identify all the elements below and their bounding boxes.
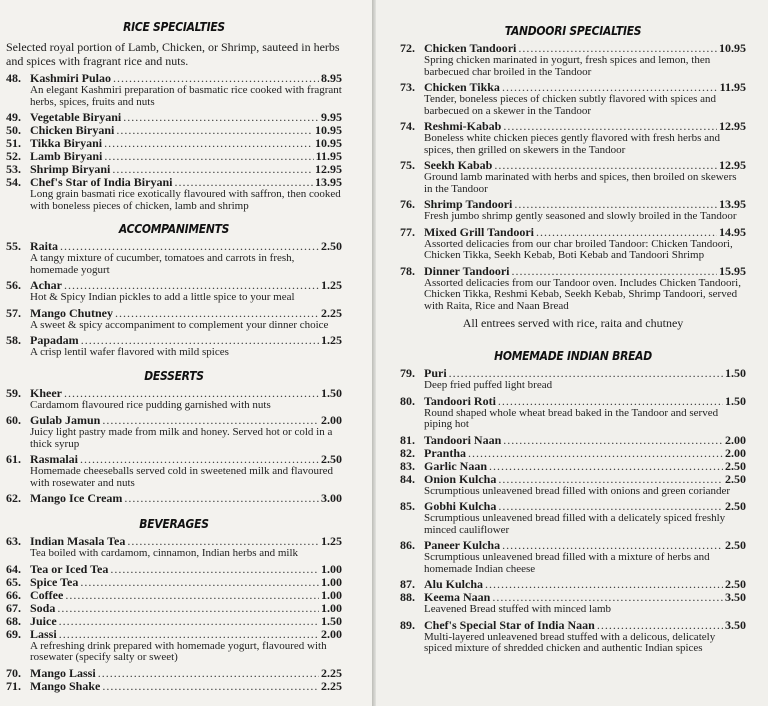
item-price: 12.95 <box>719 119 746 133</box>
menu-item <box>400 395 746 431</box>
item-description: Deep fried puffed light bread <box>424 379 553 391</box>
item-list <box>400 367 746 655</box>
menu-item <box>6 307 342 332</box>
menu-item-row <box>400 619 746 632</box>
menu-item <box>400 500 746 536</box>
dot-leader <box>110 563 319 576</box>
dot-leader <box>489 460 723 473</box>
item-price: 2.50 <box>725 458 746 473</box>
item-description: Spring chicken marinated in yogurt, fresh spices and lemon, then barbecued char broiled in the Tandoor <box>424 54 711 78</box>
section-title: ACCOMPANIMENTS <box>118 221 230 236</box>
menu-item-row <box>6 576 342 589</box>
item-name: Keema Naan <box>424 590 491 604</box>
item-description: Cardamom flavoured rice pudding garnished with nuts <box>30 398 271 411</box>
menu-item <box>6 535 342 560</box>
item-name: Chicken Tandoori <box>424 41 517 55</box>
item-name: Gulab Jamun <box>30 413 101 427</box>
menu-item <box>400 42 746 78</box>
item-number: 71. <box>6 678 21 693</box>
item-description: Round shaped whole wheat bread baked in the Tandoor and served piping hot <box>424 406 719 430</box>
item-price: 2.50 <box>725 577 746 591</box>
item-price: 1.50 <box>725 393 746 408</box>
menu-item-row <box>400 226 746 239</box>
item-number: 83. <box>400 458 415 473</box>
item-name: Prantha <box>424 445 466 460</box>
entree-note: All entrees served with rice, raita and chutney <box>462 316 684 330</box>
dot-leader <box>59 628 319 641</box>
item-name: Chicken Tikka <box>424 80 500 94</box>
item-price: 2.00 <box>321 413 342 427</box>
item-number: 49. <box>6 110 21 124</box>
menu-item <box>6 589 342 602</box>
menu-item <box>400 434 746 447</box>
item-price: 10.95 <box>719 41 746 55</box>
rice-section <box>6 16 342 212</box>
item-name: Mixed Grill Tandoori <box>424 224 535 239</box>
menu-item-row <box>6 615 342 628</box>
item-price: 1.25 <box>321 534 342 548</box>
menu-item <box>6 492 342 505</box>
item-list <box>6 387 342 506</box>
menu-item <box>400 539 746 575</box>
item-number: 68. <box>6 613 21 628</box>
item-description: A tangy mixture of cucumber, tomatoes and carrots in fresh, homemade yogurt <box>30 252 295 276</box>
item-name: Reshmi-Kabab <box>424 119 502 133</box>
item-price: 2.50 <box>725 471 746 486</box>
item-price: 3.00 <box>321 491 342 505</box>
item-number: 50. <box>6 123 21 137</box>
section-title: RICE SPECIALTIES <box>123 19 225 34</box>
item-number: 82. <box>400 445 415 460</box>
item-description: Juicy light pastry made from milk and honey. Served hot or cold in a thick syrup <box>30 426 333 450</box>
item-name: Gobhi Kulcha <box>424 499 497 513</box>
dot-leader <box>57 602 319 615</box>
dot-leader <box>80 576 319 589</box>
item-number: 65. <box>6 574 21 589</box>
item-number: 89. <box>400 617 415 632</box>
item-price: 3.50 <box>725 590 746 604</box>
item-price: 1.00 <box>321 587 342 602</box>
item-name: Mango Chutney <box>30 305 114 320</box>
menu-item <box>6 279 342 304</box>
item-price: 2.50 <box>321 239 342 253</box>
item-number: 48. <box>6 71 21 85</box>
section-title: HOMEMADE INDIAN BREAD <box>494 348 652 363</box>
item-name: Raita <box>30 239 58 253</box>
item-price: 11.95 <box>719 80 746 94</box>
menu-item-row <box>400 265 746 278</box>
menu-item <box>400 367 746 392</box>
item-number: 87. <box>400 577 415 591</box>
accompaniments-section <box>6 218 342 359</box>
desserts-section <box>6 365 342 506</box>
section-title: DESSERTS <box>144 367 204 383</box>
item-number: 85. <box>400 499 415 513</box>
menu-item-row <box>6 387 342 400</box>
item-price: 8.95 <box>321 71 342 85</box>
item-name: Juice <box>30 613 57 628</box>
dot-leader <box>104 150 313 163</box>
dot-leader <box>104 137 313 150</box>
item-price: 10.95 <box>315 123 342 137</box>
item-description: A crisp lentil wafer flavored with mild spices <box>30 346 229 358</box>
right-column <box>400 0 746 658</box>
item-name: Kheer <box>30 385 62 400</box>
item-name: Chicken Biryani <box>30 123 115 137</box>
item-number: 70. <box>6 665 21 680</box>
dot-leader <box>115 307 319 320</box>
item-number: 78. <box>400 263 415 278</box>
item-number: 86. <box>400 538 415 552</box>
item-price: 1.00 <box>321 600 342 615</box>
item-number: 80. <box>400 393 415 408</box>
item-name: Mango Shake <box>30 678 101 693</box>
dot-leader <box>498 395 723 408</box>
item-name: Garlic Naan <box>424 458 487 473</box>
dot-leader <box>485 578 723 591</box>
item-name: Rasmalai <box>30 452 78 466</box>
item-price: 1.00 <box>321 561 342 576</box>
item-number: 53. <box>6 162 21 176</box>
menu-item <box>400 226 746 262</box>
menu-item <box>6 453 342 489</box>
item-name: Soda <box>30 600 56 615</box>
left-column <box>6 0 342 693</box>
item-list <box>6 535 342 693</box>
item-price: 13.95 <box>719 197 746 211</box>
menu-item <box>400 619 746 655</box>
item-name: Tikka Biryani <box>30 136 103 150</box>
dot-leader <box>468 447 723 460</box>
item-price: 2.00 <box>725 432 746 447</box>
item-number: 88. <box>400 590 415 604</box>
item-number: 75. <box>400 158 415 172</box>
item-price: 1.50 <box>321 613 342 628</box>
item-description: Multi-layered unleavened bread stuffed with a delicous, delicately spiced mixture of shredded chicken and authentic Indian spices <box>424 630 716 654</box>
menu-item <box>400 447 746 460</box>
item-number: 79. <box>400 366 415 380</box>
item-price: 9.95 <box>321 110 342 124</box>
item-price: 2.25 <box>321 665 342 680</box>
item-list <box>6 72 342 212</box>
item-name: Papadam <box>30 333 79 347</box>
menu-item <box>6 576 342 589</box>
item-price: 2.50 <box>725 499 746 513</box>
item-description: Hot & Spicy Indian pickles to add a little spice to your meal <box>30 291 295 303</box>
item-number: 52. <box>6 149 21 163</box>
menu-item-row <box>6 589 342 602</box>
item-description: Boneless white chicken pieces gently flavored with fresh herbs and spices, then grilled on skewers in the Tandoor <box>424 132 720 156</box>
item-description: A refreshing drink prepared with homemade yogurt, flavoured with rosewater (specify salty or sweet) <box>30 639 327 663</box>
dot-leader <box>498 473 723 486</box>
item-price: 1.00 <box>321 574 342 589</box>
menu-page-right <box>376 0 768 706</box>
item-number: 69. <box>6 626 21 641</box>
item-price: 12.95 <box>315 162 342 176</box>
menu-item <box>6 72 342 108</box>
item-number: 62. <box>6 491 21 505</box>
item-number: 77. <box>400 224 415 239</box>
item-price: 2.00 <box>321 626 342 641</box>
menu-item-row <box>400 395 746 408</box>
dot-leader <box>123 111 319 124</box>
dot-leader <box>98 667 319 680</box>
item-name: Spice Tea <box>30 574 79 589</box>
item-name: Tea or Iced Tea <box>30 561 109 576</box>
menu-item-row <box>6 307 342 320</box>
item-number: 51. <box>6 136 21 150</box>
menu-item <box>6 602 342 615</box>
item-description: Leavened Bread stuffed with minced lamb <box>424 603 612 615</box>
item-number: 61. <box>6 452 21 466</box>
item-name: Onion Kulcha <box>424 471 497 486</box>
item-name: Alu Kulcha <box>424 577 484 591</box>
item-price: 1.50 <box>725 366 746 380</box>
dot-leader <box>503 434 723 447</box>
item-price: 2.25 <box>321 305 342 320</box>
item-name: Dinner Tandoori <box>424 263 510 278</box>
item-name: Seekh Kabab <box>424 158 493 172</box>
item-price: 2.25 <box>321 678 342 693</box>
menu-item <box>400 120 746 156</box>
item-name: Mango Ice Cream <box>30 491 123 505</box>
menu-item-row <box>400 473 746 486</box>
menu-item <box>6 240 342 276</box>
menu-item <box>6 334 342 359</box>
item-name: Puri <box>424 366 447 380</box>
item-price: 1.25 <box>321 333 342 347</box>
item-name: Paneer Kulcha <box>424 538 501 552</box>
section-title: TANDOORI SPECIALTIES <box>504 23 642 38</box>
menu-item <box>6 667 342 680</box>
item-number: 76. <box>400 197 415 211</box>
menu-item <box>400 265 746 313</box>
item-description: Homemade cheeseballs served cold in sweetened milk and flavoured with rosewater and nuts <box>30 465 333 489</box>
item-number: 57. <box>6 305 21 320</box>
item-number: 66. <box>6 587 21 602</box>
item-name: Coffee <box>30 587 64 602</box>
section-intro: Selected royal portion of Lamb, Chicken, or Shrimp, sauteed in herbs and spices with fragrant rice and nuts. <box>6 40 340 68</box>
item-name: Mango Lassi <box>30 665 96 680</box>
tandoori-section <box>400 20 746 331</box>
item-number: 73. <box>400 80 415 94</box>
item-number: 60. <box>6 413 21 427</box>
menu-item <box>400 460 746 473</box>
item-name: Indian Masala Tea <box>30 534 126 548</box>
item-number: 64. <box>6 561 21 576</box>
item-name: Lamb Biryani <box>30 149 103 163</box>
menu-item <box>6 628 342 664</box>
menu-item-row <box>6 667 342 680</box>
item-price: 15.95 <box>719 263 746 278</box>
item-name: Tandoori Roti <box>424 393 496 408</box>
menu-item-row <box>6 628 342 641</box>
dot-leader <box>597 619 723 632</box>
dot-leader <box>59 615 319 628</box>
item-price: 12.95 <box>719 158 746 172</box>
dot-leader <box>511 265 717 278</box>
item-price: 11.95 <box>315 149 342 163</box>
menu-item-row <box>6 563 342 576</box>
dot-leader <box>102 680 319 693</box>
dot-leader <box>116 124 313 137</box>
item-description: Long grain basmati rice exotically flavoured with saffron, then cooked with boneless pieces of chicken, lamb and shrimp <box>30 188 341 212</box>
item-number: 59. <box>6 385 21 400</box>
item-description: Fresh jumbo shrimp gently seasoned and slowly broiled in the Tandoor <box>424 210 737 222</box>
item-price: 2.50 <box>725 538 746 552</box>
dot-leader <box>124 492 319 505</box>
item-price: 14.95 <box>719 224 746 239</box>
menu-item-row <box>400 460 746 473</box>
menu-item <box>400 198 746 223</box>
item-number: 54. <box>6 175 21 189</box>
item-name: Vegetable Biryani <box>30 110 122 124</box>
item-number: 72. <box>400 41 415 55</box>
item-price: 3.50 <box>725 617 746 632</box>
menu-item-row <box>6 602 342 615</box>
item-description: Scrumptious unleavened bread filled with a mixture of herbs and homemade Indian cheese <box>424 551 710 575</box>
item-description: Ground lamb marinated with herbs and spices, then broiled on skewers in the Tandoor <box>424 171 737 195</box>
item-description: Tender, boneless pieces of chicken subtly flavored with spices and barbecued on a skewer in the Tandoor <box>424 93 717 117</box>
menu-item <box>400 81 746 117</box>
item-name: Achar <box>30 278 62 292</box>
item-number: 58. <box>6 333 21 347</box>
menu-page-left <box>0 0 372 706</box>
item-number: 63. <box>6 534 21 548</box>
item-price: 1.25 <box>321 278 342 292</box>
section-title: BEVERAGES <box>139 516 209 531</box>
item-number: 84. <box>400 471 415 486</box>
menu-item <box>400 591 746 616</box>
item-name: Kashmiri Pulao <box>30 71 112 85</box>
dot-leader <box>65 589 319 602</box>
item-number: 74. <box>400 119 415 133</box>
menu-item <box>6 414 342 450</box>
item-number: 67. <box>6 600 21 615</box>
item-name: Chef's Special Star of India Naan <box>424 617 595 632</box>
item-description: Scrumptious unleavened bread filled with onions and green coriander <box>424 484 731 497</box>
item-price: 2.50 <box>321 452 342 466</box>
item-price: 2.00 <box>725 445 746 460</box>
dot-leader <box>64 387 319 400</box>
item-description: Assorted delicacies from our Tandoor oven. Includes Chicken Tandoori, Chicken Tikka, Reshmi Kebab, Seekh Kebab, Shrimp Tandoori, served with Raita, Rice and Naan Bread <box>424 276 741 312</box>
menu-item-row <box>400 447 746 460</box>
item-name: Tandoori Naan <box>424 432 502 447</box>
menu-item <box>6 615 342 628</box>
bread-section <box>400 345 746 655</box>
menu-item <box>6 387 342 412</box>
item-name: Shrimp Tandoori <box>424 197 513 211</box>
item-price: 1.50 <box>321 385 342 400</box>
menu-item <box>400 159 746 195</box>
item-name: Shrimp Biryani <box>30 162 111 176</box>
menu-item-row <box>6 680 342 693</box>
item-number: 81. <box>400 432 415 447</box>
menu-item <box>6 680 342 693</box>
item-description: Tea boiled with cardamom, cinnamon, Indian herbs and milk <box>30 547 299 559</box>
item-description: An elegant Kashmiri preparation of basmatic rice cooked with fragrant herbs, spices, fruits and nuts <box>30 84 342 108</box>
menu-item <box>6 176 342 212</box>
dot-leader <box>536 226 717 239</box>
item-price: 13.95 <box>315 175 342 189</box>
item-description: A sweet & spicy accompaniment to complement your dinner choice <box>30 318 329 331</box>
menu-item <box>6 563 342 576</box>
beverages-section <box>6 513 342 693</box>
item-price: 10.95 <box>315 136 342 150</box>
item-list <box>400 42 746 312</box>
item-number: 56. <box>6 278 21 292</box>
item-list <box>6 240 342 359</box>
menu-item-row <box>400 434 746 447</box>
menu-item-row <box>6 492 342 505</box>
menu-item <box>400 473 746 498</box>
item-number: 55. <box>6 239 21 253</box>
item-name: Lassi <box>30 626 57 641</box>
item-description: Assorted delicacies from our char broiled Tandoor: Chicken Tandoori, Chicken Tikka, Seekh Kebab, Boti Kebab and Tandoori Shrimp <box>424 237 733 261</box>
item-description: Scrumptious unleavened bread filled with a delicately spiced freshly minced cauliflower <box>424 512 726 536</box>
item-name: Chef's Star of India Biryani <box>30 175 173 189</box>
